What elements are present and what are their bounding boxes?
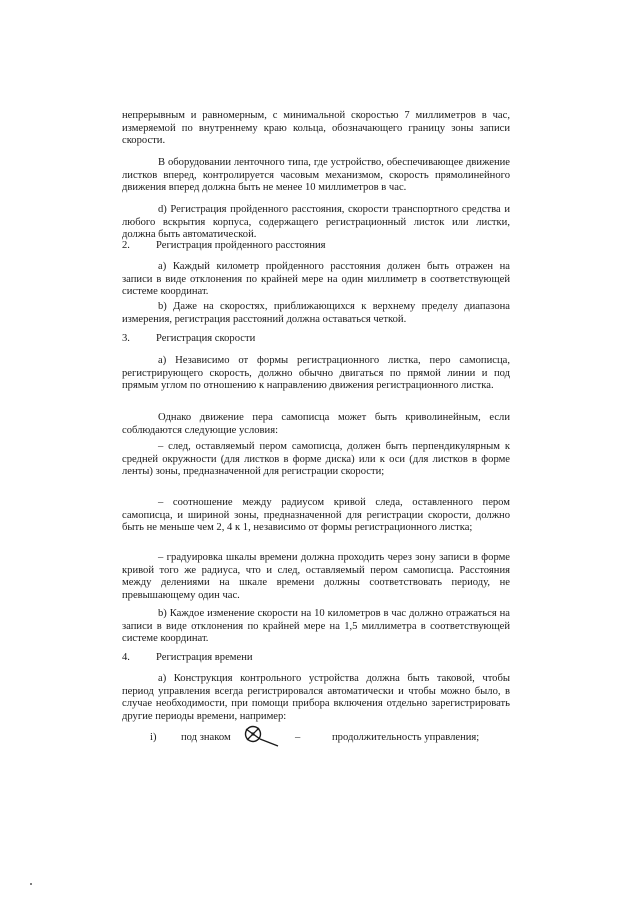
paragraph-2b: b) Даже на скоростях, приближающихся к верхнему пределу диапазона измерения, регистрация расстояний должна оставаться четкой.: [122, 301, 510, 325]
paragraph-d-automatic: d) Регистрация пройденного расстояния, скорости транспортного средства и любого вскрытия корпуса, содержащего регистрационный листок или листки, должна быть автоматической.: [122, 204, 510, 241]
section-title: Регистрация времени: [156, 652, 253, 663]
dash-item-trace: – след, оставляемый пером самописца, должен быть перпендикулярным к средней окружности (для листков в форме диска) или к оси (для листков в форме ленты) зоны, предназначенной для регистрации скорости;: [122, 441, 510, 478]
scan-speck: [30, 883, 32, 885]
section-title: Регистрация скорости: [156, 333, 256, 344]
paragraph-curvilinear: Однако движение пера самописца может быть криволинейным, если соблюдаются следующие условия:: [122, 412, 510, 436]
symbol-description: продолжительность управления;: [332, 732, 480, 743]
section-4-heading: [122, 652, 253, 665]
paragraph-2a: a) Каждый километр пройденного расстояния должен быть отражен на записи в виде отклонения по крайней мере на один миллиметр в соответствующей системе координат.: [122, 261, 510, 298]
symbol-label: под знаком: [181, 732, 231, 743]
section-2-heading: [122, 240, 326, 253]
section-number: 4.: [122, 652, 130, 663]
steering-wheel-icon: [242, 725, 284, 752]
section-number: 3.: [122, 333, 130, 344]
paragraph-tape-equipment: В оборудовании ленточного типа, где устройство, обеспечивающее движение листков вперед, контролируется часовым механизмом, скорость прямолинейного движения вперед должна быть не менее 10 миллиметров в час.: [122, 157, 510, 194]
paragraph-continuation: непрерывным и равномерным, с минимальной скоростью 7 миллиметров в час, измеряемой по внутреннему краю кольца, обозначающего границу зоны записи скорости.: [122, 110, 510, 147]
paragraph-4a: a) Конструкция контрольного устройства должна быть таковой, чтобы период управления всегда регистрировался автоматически и чтобы можно было, в случае необходимости, при помощи прибора включения отдельно зарегистрировать другие периоды времени, например:: [122, 673, 510, 722]
list-marker: i): [150, 732, 157, 743]
dash-item-ratio: – соотношение между радиусом кривой следа, оставленного пером самописца, и шириной зоны, предназначенной для регистрации скорости, должно быть не меньше чем 2, 4 к 1, независимо от формы регистрационного листка;: [122, 497, 510, 534]
paragraph-3a: a) Независимо от формы регистрационного листка, перо самописца, регистрирующего скорость, должно обычно двигаться по прямой линии и под прямым углом по отношению к направлению движения регистрационного листка.: [122, 355, 510, 392]
section-title: Регистрация пройденного расстояния: [156, 240, 326, 251]
symbol-dash: –: [295, 732, 301, 743]
section-3-heading: [122, 333, 255, 346]
section-number: 2.: [122, 240, 130, 251]
paragraph-3b: b) Каждое изменение скорости на 10 километров в час должно отражаться на записи в виде отклонения по крайней мере на 1,5 миллиметра в соответствующей системе координат.: [122, 608, 510, 645]
dash-item-time-scale: – градуировка шкалы времени должна проходить через зону записи в форме кривой того же радиуса, что и след, оставляемый пером самописца. Расстояния между делениями на шкале времени должны соответствовать периоду, не превышающему один час.: [122, 552, 510, 601]
